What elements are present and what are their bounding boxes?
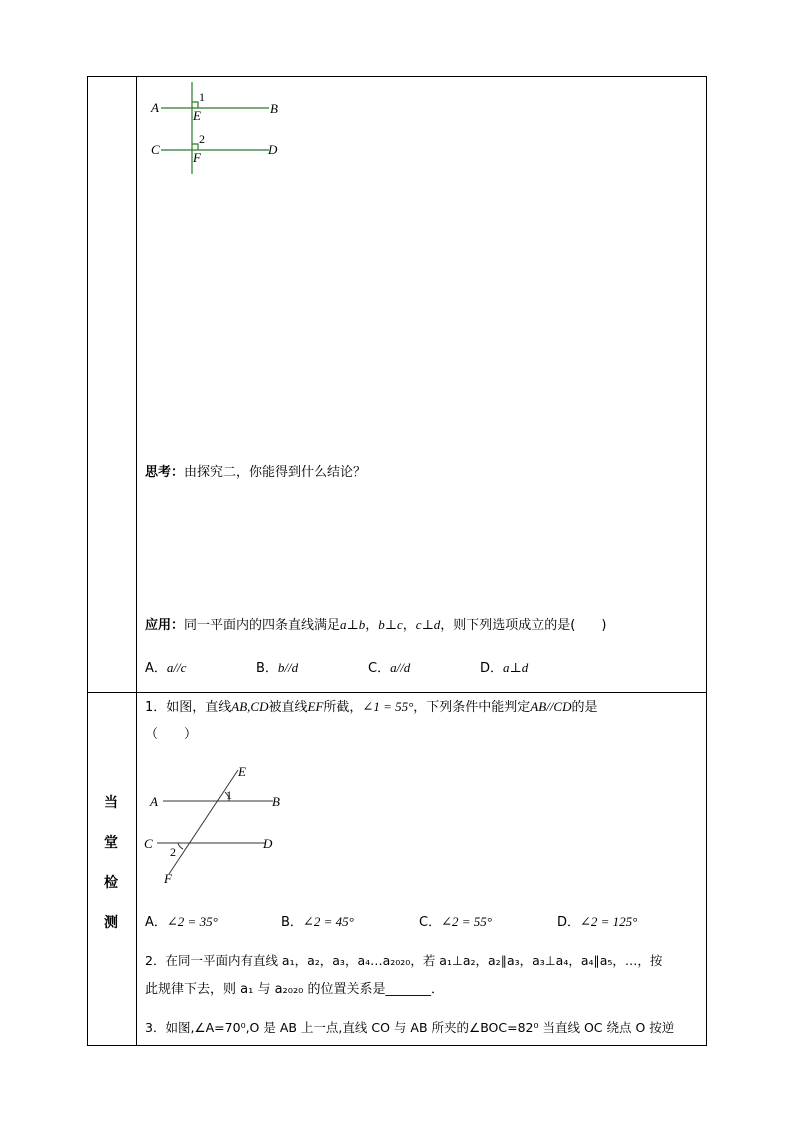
q1-option-c: C．∠2 = 55° bbox=[419, 914, 492, 930]
apply-option-b: B．b//d bbox=[256, 660, 299, 676]
fig1-angle-2: 2 bbox=[199, 132, 205, 146]
q2-number: 2． bbox=[145, 953, 166, 968]
q1-line-ef: EF bbox=[307, 699, 324, 714]
apply-option-c: C．a//d bbox=[368, 660, 411, 676]
fig2-label-d: D bbox=[263, 836, 273, 851]
fig1-label-c: C bbox=[151, 142, 160, 157]
q1-angle-1: ∠1 = 55° bbox=[362, 699, 414, 714]
think-label: 思考： bbox=[145, 465, 185, 480]
apply-label: 应用： bbox=[145, 618, 185, 633]
table-border-bottom bbox=[87, 1045, 707, 1046]
apply-cond-3: c⊥d bbox=[415, 617, 441, 632]
q1-number: 1． bbox=[145, 700, 167, 715]
apply-cond-2: b⊥c bbox=[378, 617, 403, 632]
side-label-char-3: 检 bbox=[104, 875, 118, 891]
apply-sep-2: ， bbox=[402, 618, 416, 633]
q1-parallel: AB//CD bbox=[530, 699, 572, 714]
q1-option-a: A．∠2 = 35° bbox=[145, 914, 218, 930]
q1-option-b: B．∠2 = 45° bbox=[281, 914, 354, 930]
apply-option-d: D．a⊥d bbox=[480, 660, 529, 676]
apply-text-prefix: 同一平面内的四条直线满足 bbox=[184, 618, 341, 633]
q1-paren: （ ） bbox=[145, 727, 198, 742]
fig1-label-d: D bbox=[268, 142, 278, 157]
fig2-label-e: E bbox=[238, 764, 246, 779]
table-border-left bbox=[87, 76, 88, 1046]
apply-text-suffix: ，则下列选项成立的是( ) bbox=[440, 618, 607, 633]
fig2-angle-2: 2 bbox=[170, 845, 176, 859]
q3-number: 3． bbox=[145, 1020, 166, 1035]
q1-option-d: D．∠2 = 125° bbox=[557, 914, 638, 930]
side-label-char-2: 堂 bbox=[104, 835, 118, 851]
think-text: 由探究二，你能得到什么结论？ bbox=[184, 465, 367, 480]
apply-cond-1: a⊥b bbox=[340, 617, 366, 632]
apply-option-a: A．a//c bbox=[145, 660, 187, 676]
table-row-divider bbox=[87, 692, 707, 693]
fig2-angle-1: 1 bbox=[226, 788, 232, 802]
q1-line: 1．如图，直线AB,CD被直线EF所截，∠1 = 55°，下列条件中能判定AB//CD的是 bbox=[145, 699, 598, 715]
think-line bbox=[145, 465, 366, 481]
fig1-label-b: B bbox=[270, 101, 278, 116]
fig2-label-b: B bbox=[272, 794, 280, 809]
q3-line: 3．如图,∠A=70⁰,O 是 AB 上一点,直线 CO 与 AB 所夹的∠BOC=82⁰ 当直线 OC 绕点 O 按逆 bbox=[145, 1020, 675, 1035]
fig1-label-f: F bbox=[193, 150, 201, 165]
fig2-label-c: C bbox=[144, 836, 153, 851]
fig1-label-e: E bbox=[193, 108, 201, 123]
table-border-right bbox=[706, 76, 707, 1046]
apply-sep-1: ， bbox=[365, 618, 379, 633]
q2-line-2: 此规律下去，则 a₁ 与 a₂₀₂₀ 的位置关系是_______． bbox=[145, 982, 445, 997]
table-border-top bbox=[87, 76, 707, 77]
fig1-angle-1: 1 bbox=[199, 90, 205, 104]
q1-lines-ab-cd: AB,CD bbox=[231, 699, 269, 714]
fig1-label-a: A bbox=[151, 100, 159, 115]
q2-line-1: 2．在同一平面内有直线 a₁，a₂，a₃，a₄…a₂₀₂₀，若 a₁⊥a₂，a₂∥a₃，a₃⊥a₄，a₄∥a₅，…，按 bbox=[145, 953, 663, 968]
fig2-label-f: F bbox=[164, 871, 172, 886]
apply-line bbox=[145, 617, 606, 634]
table-column-divider bbox=[136, 76, 137, 1046]
fig2-label-a: A bbox=[150, 794, 158, 809]
figure-perpendicular-lines bbox=[145, 80, 295, 180]
side-label-char-4: 测 bbox=[104, 915, 118, 931]
side-label-char-1: 当 bbox=[104, 795, 118, 811]
